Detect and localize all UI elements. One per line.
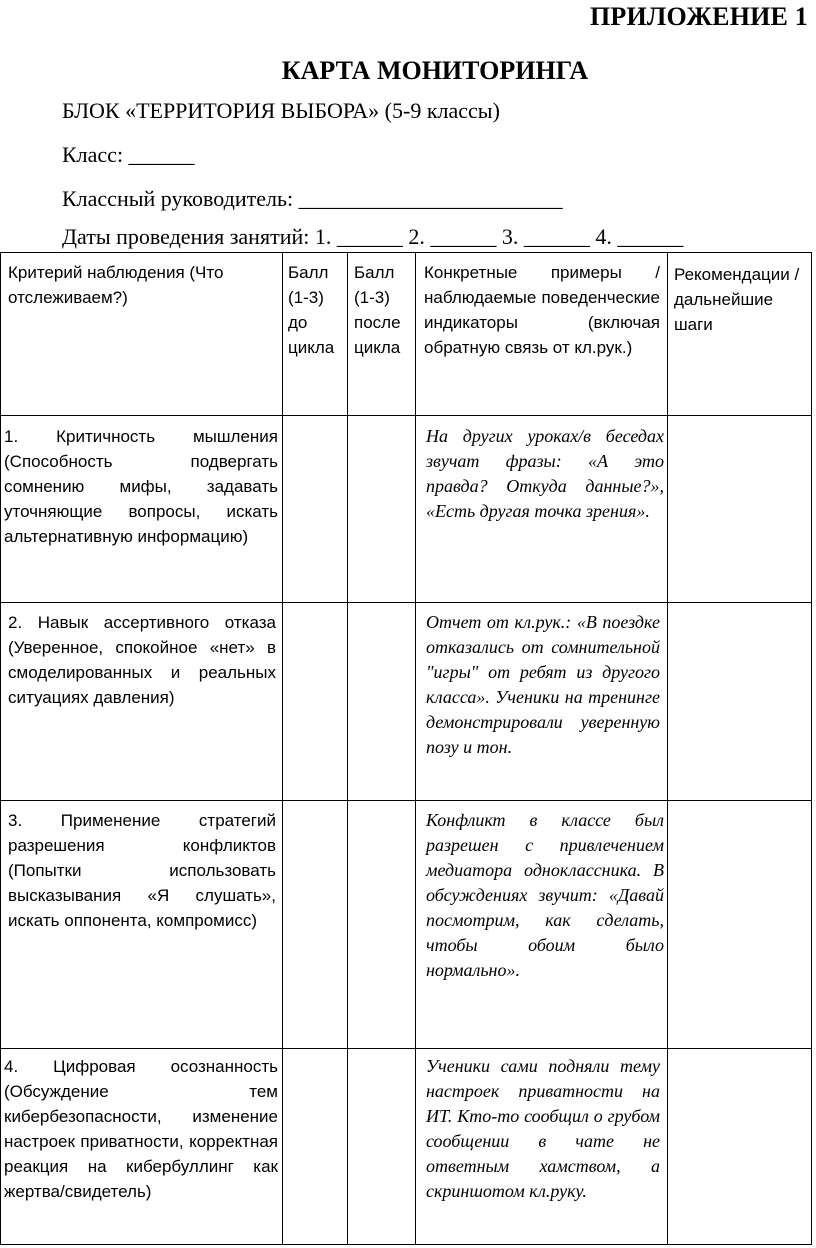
criterion-1: 1. Критичность мышления (Способность подвергать сомнению мифы, задавать уточняющие вопросы, искать альтернативную информацию) [4, 427, 278, 546]
class-line: Класс: ______ [62, 142, 195, 167]
example-3: Конфликт в классе был разрешен с привлечением медиатора одноклассника. В обсуждениях звучит: «Давай посмотрим, как сделать, чтобы обоим было нормально». [426, 810, 664, 980]
appendix-label: ПРИЛОЖЕНИЕ 1 [589, 2, 808, 31]
column-header-recommendations: Рекомендации / дальнейшие шаги [674, 265, 800, 334]
criterion-2: 2. Навык ассертивного отказа (Уверенное, спокойное «нет» в смоделированных и реальных ситуациях давления) [8, 613, 276, 707]
teacher-line: Классный руководитель: ________________________ [62, 186, 563, 211]
block-subtitle: БЛОК «ТЕРРИТОРИЯ ВЫБОРА» (5-9 классы) [62, 98, 500, 123]
column-header-after: Балл (1-3) после цикла [354, 263, 401, 357]
dates-line: Даты проведения занятий: 1. ______ 2. ______ 3. ______ 4. ______ [62, 224, 684, 249]
page-title: КАРТА МОНИТОРИНГА [281, 56, 589, 85]
example-4: Ученики сами подняли тему настроек приватности на ИТ. Кто-то сообщил о грубом сообщении в чате не ответным хамством, а скриншотом кл.руку. [426, 1056, 660, 1201]
criterion-3: 3. Применение стратегий разрешения конфликтов (Попытки использовать высказывания «Я слушать», искать оппонента, компромисс) [8, 811, 276, 930]
column-header-examples: Конкретные примеры / наблюдаемые поведенческие индикаторы (включая обратную связь от кл.рук.) [424, 263, 660, 357]
column-header-criterion: Критерий наблюдения (Что отслеживаем?) [8, 263, 224, 307]
column-header-before: Балл (1-3) до цикла [288, 263, 335, 357]
example-2: Отчет от кл.рук.: «В поездке отказались от сомнительной "игры" от ребят из другого класса». Ученики на тренинге демонстрировали уверенную позу и тон. [426, 612, 660, 757]
example-1: На других уроках/в беседах звучат фразы: «А это правда? Откуда данные?», «Есть другая точка зрения». [426, 426, 664, 521]
criterion-4: 4. Цифровая осознанность (Обсуждение тем кибербезопасности, изменение настроек приватности, корректная реакция на кибербуллинг как жертва/свидетель) [4, 1057, 278, 1201]
